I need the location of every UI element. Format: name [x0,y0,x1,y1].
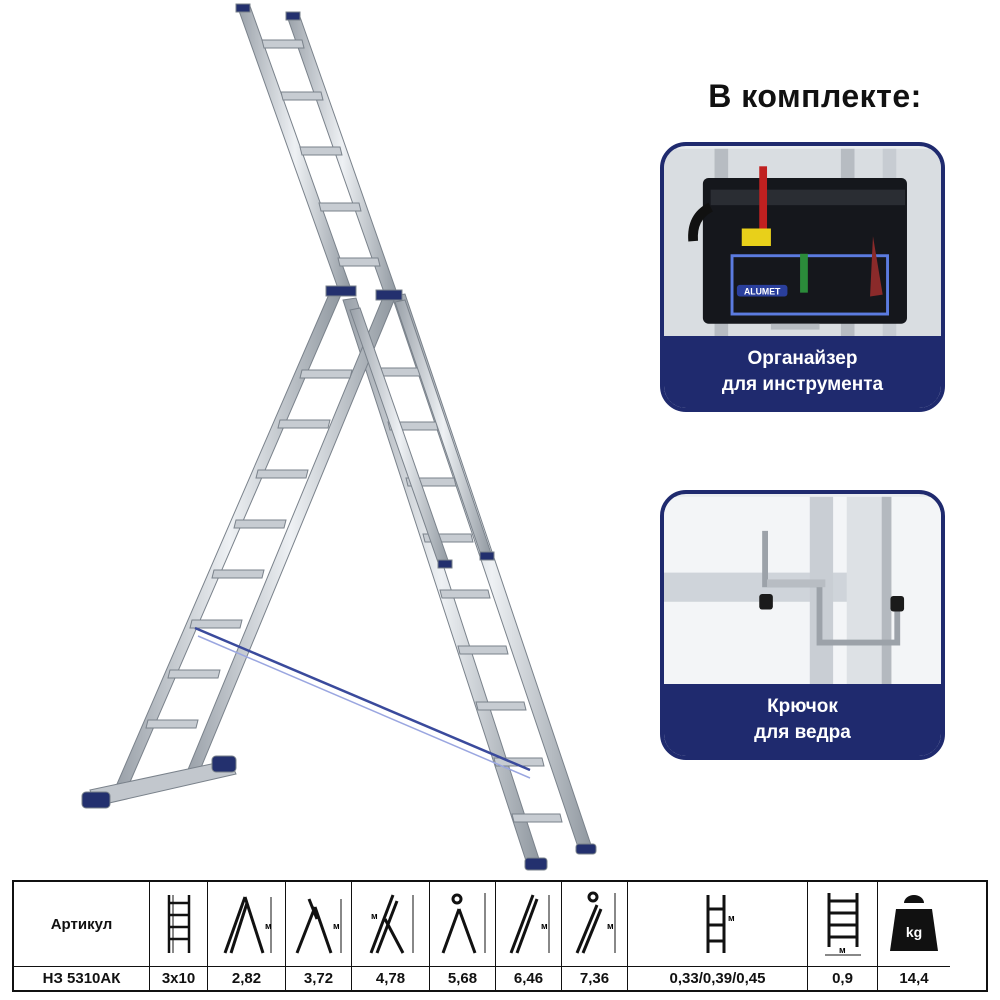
bucket-hook-photo [664,494,941,694]
weight-value: 14,4 [878,966,950,990]
svg-text:м: м [332,921,340,931]
rung-spacing-value: 0,33/0,39/0,45 [628,966,808,990]
article-header: Артикул [14,882,150,966]
extension-height-icon [496,882,562,966]
weight-icon-text: kg [905,924,923,940]
width-value: 0,9 [808,966,878,990]
organizer-card [660,142,945,412]
included-heading: В комплекте: [708,78,922,114]
weight-icon [878,882,950,966]
organizer-logo: ALUMET [743,286,781,297]
spec-table [12,880,988,992]
svg-text:м: м [540,921,548,931]
svg-text:м: м [264,921,272,931]
svg-text:м: м [370,911,378,921]
a-frame-extended-height-value: 3,72 [286,966,352,990]
ladder-top-section [238,6,398,298]
ladder-config-icon [150,882,208,966]
article-number: НЗ 5310АК [14,966,150,990]
max-working-height-icon [562,882,628,966]
svg-text:м: м [838,945,846,955]
organizer-caption-line2: для инструмента [721,374,884,395]
extension-height-value: 6,46 [496,966,562,990]
a-frame-height-icon [208,882,286,966]
svg-text:м: м [727,913,735,923]
a-frame-max-height-value: 4,78 [352,966,430,990]
bucket-hook-caption [664,684,941,756]
width-icon [808,882,878,966]
rung-spacing-icon [628,882,808,966]
svg-text:м: м [606,921,614,931]
organizer-photo [664,146,941,346]
working-height-value: 5,68 [430,966,496,990]
organizer-caption-line1: Органайзер [747,348,858,369]
bucket-hook-card [660,490,945,760]
a-frame-height-value: 2,82 [208,966,286,990]
a-frame-max-height-icon [352,882,430,966]
bucket-hook-caption-line1: Крючок [767,696,838,717]
sections-rungs-value: 3х10 [150,966,208,990]
organizer-caption [664,336,941,408]
max-working-height-value: 7,36 [562,966,628,990]
a-frame-extended-height-icon [286,882,352,966]
bucket-hook-caption-line2: для ведра [754,722,851,743]
working-height-icon [430,882,496,966]
